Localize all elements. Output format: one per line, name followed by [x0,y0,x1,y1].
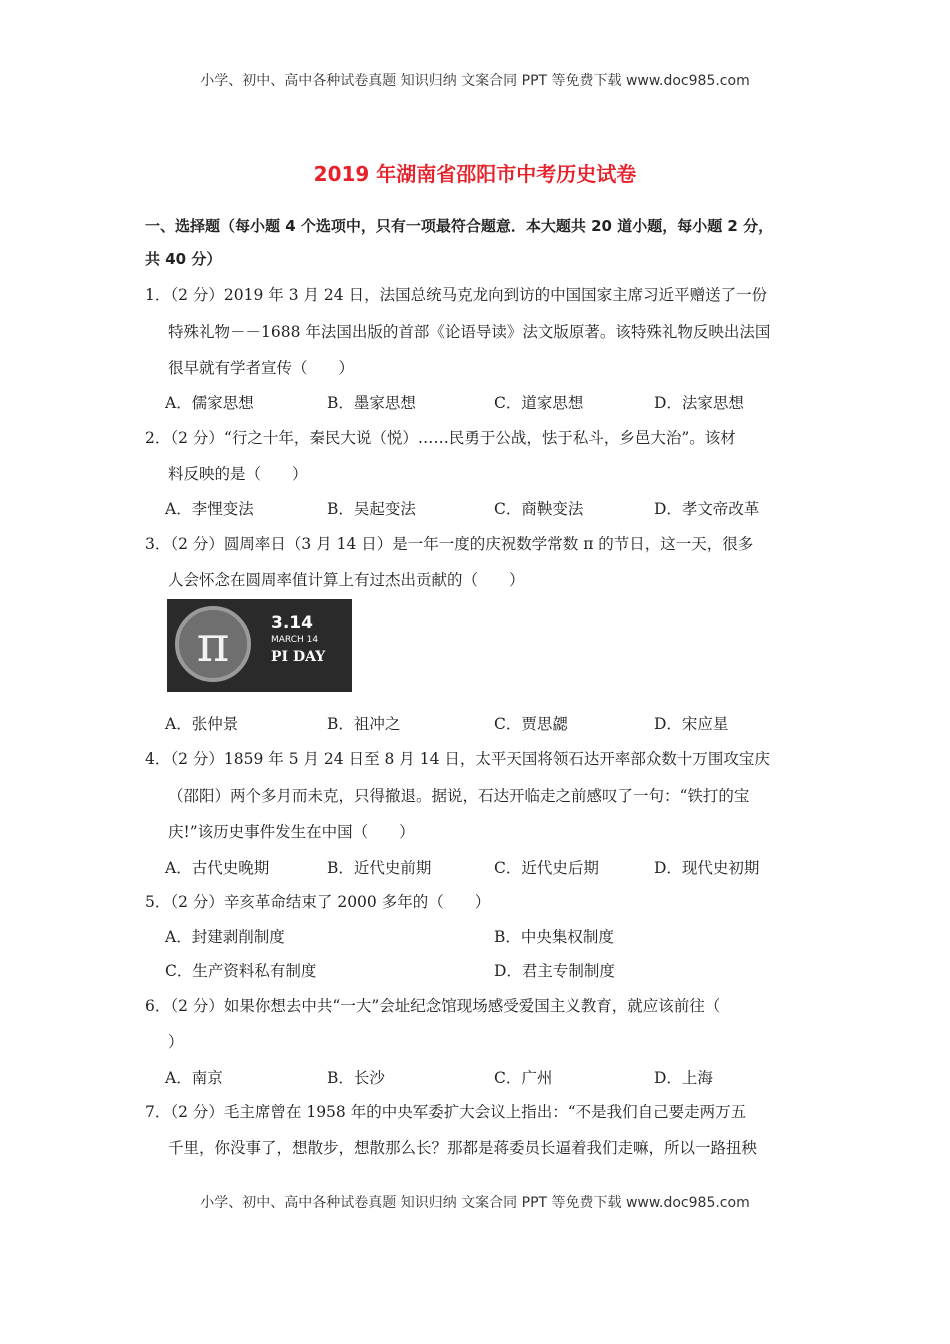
pi-image-label: PI DAY [271,649,326,665]
question-6-option-d: D．上海 [654,1069,713,1087]
pi-symbol-icon [175,606,251,682]
question-2-option-c: C．商鞅变法 [494,500,584,518]
question-3-option-c: C．贾思勰 [494,715,568,733]
question-3-option-d: D．宋应星 [654,715,729,733]
question-6-line1: 6．（2 分）如果你想去中共“一大”会址纪念馆现场感受爱国主义教育，就应该前往（ [145,997,721,1015]
question-5-option-b: B．中央集权制度 [494,928,614,946]
question-3-option-a: A．张仲景 [165,715,239,733]
page-footer: 小学、初中、高中各种试卷真题 知识归纳 文案合同 PPT 等免费下载 www.doc985.com [200,1195,750,1211]
question-2-line2: 料反映的是（ ） [168,465,308,483]
question-3-option-b: B．祖冲之 [327,715,401,733]
question-2-option-b: B．吴起变法 [327,500,416,518]
pi-image-number: 3.14 [271,613,313,633]
question-1-option-c: C．道家思想 [494,394,584,412]
question-6-option-c: C．广州 [494,1069,553,1087]
question-4-line3: 庆!”该历史事件发生在中国（ ） [168,823,415,841]
pi-symbol: π [196,615,230,673]
question-4-line1: 4．（2 分）1859 年 5 月 24 日至 8 月 14 日，太平天国将领石达开率部众数十万围攻宝庆 [145,750,770,768]
question-2-line1: 2．（2 分）“行之十年，秦民大说（悦）……民勇于公战，怯于私斗，乡邑大治”。该材 [145,429,736,447]
question-6-option-b: B．长沙 [327,1069,385,1087]
question-4-option-a: A．古代史晚期 [165,859,270,877]
question-5-option-a: A．封建剥削制度 [165,928,285,946]
question-7-line1: 7．（2 分）毛主席曾在 1958 年的中央军委扩大会议上指出：“不是我们自己要走两万五 [145,1103,747,1121]
question-6-option-a: A．南京 [165,1069,223,1087]
question-4-line2: （邵阳）两个多月而未克，只得撤退。据说，石达开临走之前感叹了一句：“铁打的宝 [168,787,750,805]
question-1-option-b: B．墨家思想 [327,394,416,412]
page-header: 小学、初中、高中各种试卷真题 知识归纳 文案合同 PPT 等免费下载 www.doc985.com [200,73,750,89]
question-3-line2: 人会怀念在圆周率值计算上有过杰出贡献的（ ） [168,571,525,589]
page-title: 2019 年湖南省邵阳市中考历史试卷 [313,162,637,186]
section-heading-line1: 一、选择题（每小题 4 个选项中，只有一项最符合题意．本大题共 20 道小题，每小题 2 分， [145,217,774,235]
pi-image-date: MARCH 14 [271,635,319,645]
question-1-line2: 特殊礼物－－1688 年法国出版的首部《论语导读》法文版原著。该特殊礼物反映出法国 [168,323,771,341]
section-heading-line2: 共 40 分） [145,250,222,268]
question-7-line2: 千里，你没事了，想散步，想散那么长？那都是蒋委员长逼着我们走嘛，所以一路扭秧 [168,1139,758,1157]
question-1-option-a: A．儒家思想 [165,394,254,412]
question-4-option-c: C．近代史后期 [494,859,599,877]
question-3-line1: 3．（2 分）圆周率日（3 月 14 日）是一年一度的庆祝数学常数 π 的节日，这一天，很多 [145,535,754,553]
question-5-option-d: D．君主专制制度 [494,962,615,980]
question-1-option-d: D．法家思想 [654,394,744,412]
question-4-option-d: D．现代史初期 [654,859,760,877]
question-4-option-b: B．近代史前期 [327,859,432,877]
question-5-line1: 5．（2 分）辛亥革命结束了 2000 多年的（ ） [145,893,491,911]
question-1-line1: 1．（2 分）2019 年 3 月 24 日，法国总统马克龙向到访的中国国家主席习近平赠送了一份 [145,286,768,304]
question-5-option-c: C．生产资料私有制度 [165,962,317,980]
question-2-option-d: D．孝文帝改革 [654,500,760,518]
question-1-line3: 很早就有学者宣传（ ） [168,359,355,377]
pi-day-image [167,599,352,692]
question-6-line2: ） [168,1033,184,1051]
question-2-option-a: A．李悝变法 [165,500,254,518]
